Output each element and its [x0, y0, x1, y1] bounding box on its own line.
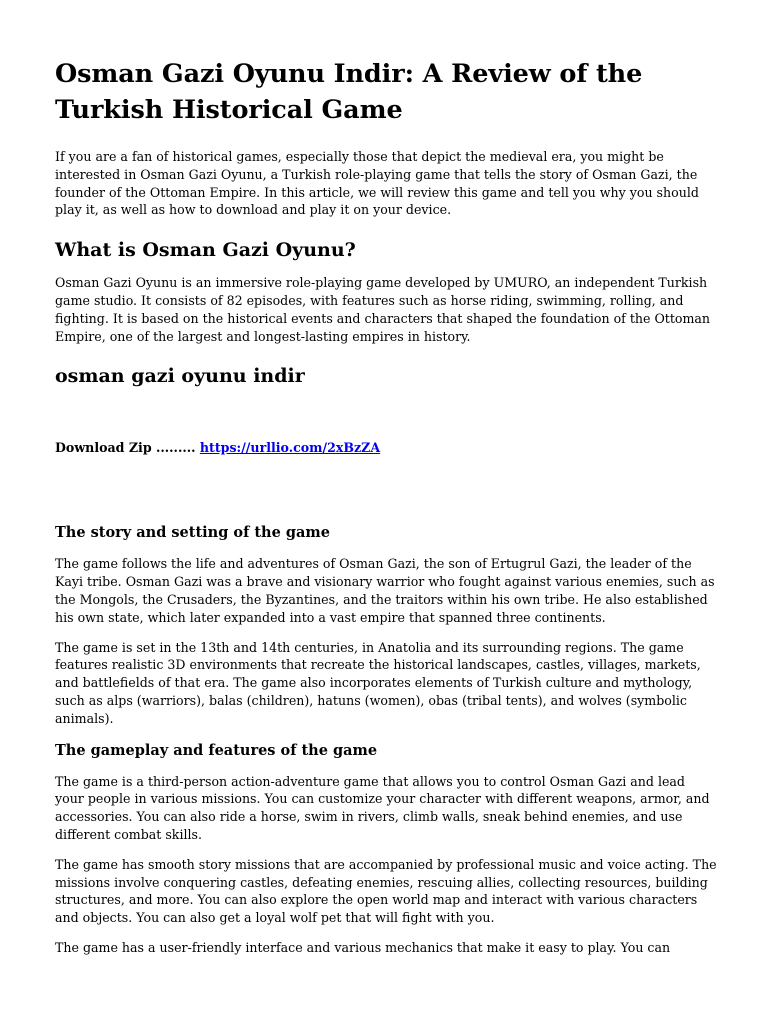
what-is-paragraph: Osman Gazi Oyunu is an immersive role-playing game developed by UMURO, an independent Turkish game studio. It consists of 82 episodes, with features such as horse riding, swimming, rolling, and fighting. It is based on the historical events and characters that shaped the foundation of the Ottoman Empire, one of the largest and longest-lasting empires in history. [55, 275, 711, 344]
story-heading: The story and setting of the game [55, 524, 330, 542]
download-label: Download Zip ......... [55, 440, 200, 456]
story-paragraph-2: The game is set in the 13th and 14th centuries, in Anatolia and its surrounding regions. The game features realistic 3D environments that recreate the historical landscapes, castles, villages, markets, and battlefields of that era. The game also incorporates elements of Turkish culture and mythology, such as alps (warriors), balas (children), hatuns (women), obas (tribal tents), and wolves (symbolic animals). [55, 639, 701, 726]
gameplay-paragraph-3: The game has a user-friendly interface and various mechanics that make it easy to play. You can [55, 939, 671, 955]
article [55, 56, 717, 969]
story-paragraph-1: The game follows the life and adventures of Osman Gazi, the son of Ertugrul Gazi, the leader of the Kayi tribe. Osman Gazi was a brave and visionary warrior who fought against various enemies, such as the Mongols, the Crusaders, the Byzantines, and the traitors within his own tribe. He also established his own state, which later expanded into a vast empire that spanned three continents. [55, 556, 715, 625]
gameplay-paragraph-1: The game is a third-person action-adventure game that allows you to control Osman Gazi and lead your people in various missions. You can customize your character with different weapons, armor, and accessories. You can also ride a horse, swim in rivers, climb walls, sneak behind enemies, and use different combat skills. [55, 773, 710, 842]
gameplay-heading: The gameplay and features of the game [55, 741, 378, 759]
article-title: Osman Gazi Oyunu Indir: A Review of the Turkish Historical Game [55, 59, 643, 125]
intro-paragraph: If you are a fan of historical games, especially those that depict the medieval era, you might be interested in Osman Gazi Oyunu, a Turkish role-playing game that tells the story of Osman Gazi, the founder of the Ottoman Empire. In this article, we will review this game and tell you why you should play it, as well as how to download and play it on your device. [55, 149, 699, 218]
download-link[interactable]: https://urllio.com/2xBzZA [199, 440, 381, 456]
section-heading-what-is: What is Osman Gazi Oyunu? [55, 239, 356, 262]
keyword-heading: osman gazi oyunu indir [55, 365, 305, 388]
gameplay-paragraph-2: The game has smooth story missions that are accompanied by professional music and voice acting. The missions involve conquering castles, defeating enemies, rescuing allies, collecting resources, building structures, and more. You can also explore the open world map and interact with various characters and objects. You can also get a loyal wolf pet that will fight with you. [55, 856, 717, 926]
download-line [55, 439, 717, 457]
